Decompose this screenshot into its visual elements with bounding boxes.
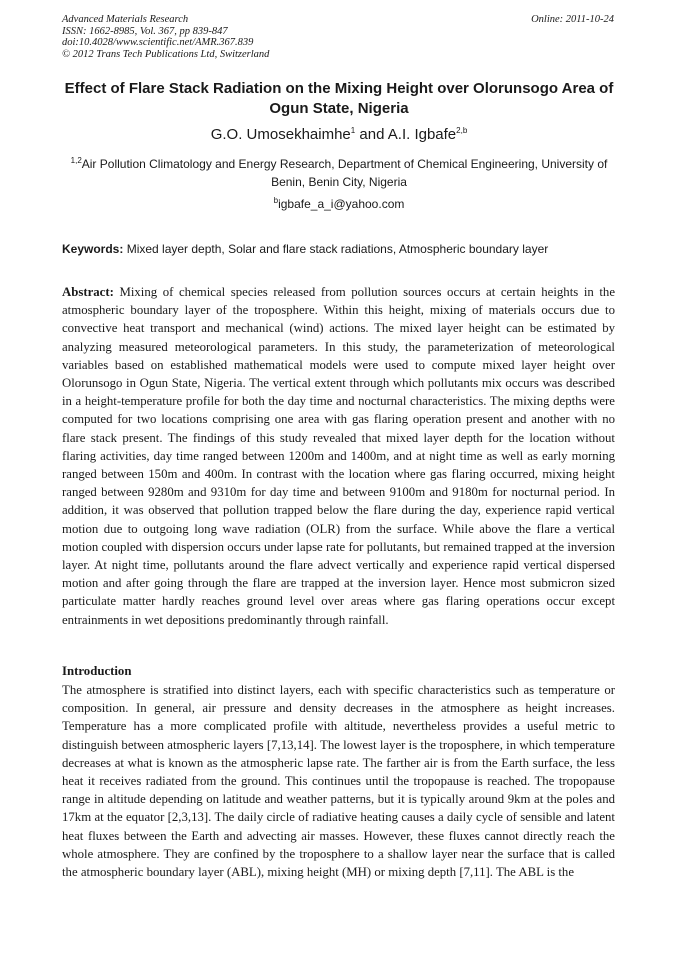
- email-line: [62, 196, 616, 212]
- affiliation-text: Air Pollution Climatology and Energy Research, Department of Chemical Engineering, University of Benin, Benin City, Nigeria: [81, 157, 608, 189]
- author-1-sup: 1: [350, 126, 356, 135]
- introduction-text: The atmosphere is stratified into distinct layers, each with specific characteristics such as temperature or composition. In general, air pressure and density decreases in the atmosphere as height increases. Temperature has a more complicated profile with altitude, nevertheless provides a useful metric to distinguish between atmospheric layers [7,13,14]. The lowest layer is the troposphere, in which temperature decreases at what is known as the atmospheric lapse rate. The farther air is from the Earth surface, the less heat it receives radiated from the ground. This continues until the tropopause is reached. The tropopause range in altitude depending on latitude and weather patterns, but it is typically around 9km at the poles and 17km at the equator [2,3,13]. The daily circle of radiative heating causes a daily cycle of sensible and latent heat fluxes between the Earth and advecting air masses. However, these fluxes cannot directly reach the whole atmosphere. They are confined by the troposphere to a shallow layer near the surface that is called the atmospheric boundary layer (ABL), mixing height (MH) or mixing depth [7,11]. The ABL is the: [62, 683, 615, 880]
- journal-header: [62, 14, 269, 60]
- abstract: [62, 283, 615, 629]
- author-2-sup: 2,b: [456, 126, 468, 135]
- keywords: [62, 241, 616, 257]
- journal-name: Advanced Materials Research: [62, 14, 189, 25]
- keywords-text: Mixed layer depth, Solar and flare stack radiations, Atmospheric boundary layer: [123, 242, 549, 256]
- paper-title: Effect of Flare Stack Radiation on the Mixing Height over Olorunsogo Area of Ogun State, Nigeria: [64, 80, 614, 117]
- author-2: A.I. Igbafe: [387, 126, 457, 143]
- doi-line[interactable]: doi:10.4028/www.scientific.net/AMR.367.839: [62, 37, 254, 49]
- author-1: G.O. Umosekhaimhe: [210, 126, 351, 143]
- author-email[interactable]: igbafe_a_i@yahoo.com: [278, 197, 405, 211]
- copyright-line: © 2012 Trans Tech Publications Ltd, Switzerland: [62, 48, 270, 60]
- keywords-label: Keywords:: [62, 242, 124, 256]
- abstract-label: Abstract:: [62, 285, 114, 299]
- affiliation-sup: 1,2: [70, 156, 82, 165]
- online-date: Online: 2011-10-24: [531, 14, 614, 25]
- introduction-heading: Introduction: [62, 664, 132, 678]
- affiliation: [62, 155, 616, 191]
- author-join: and: [355, 126, 388, 143]
- abstract-text: Mixing of chemical species released from pollution sources occurs at certain heights in the atmospheric boundary layer of the troposphere. Within this height, mixing of materials occurs due to convective heat transport and mechanical (wind) actions. The mixed layer height can be estimated by analyzing measured meteorological parameters. In this study, the parameterization of meteorological variables based on established mathematical models were used to compute mixed layer height over Olorunsogo in Ogun State, Nigeria. The vertical extent through which pollutants mix occurs was described in a height-temperature profile for both the day time and nocturnal characteristics. The mixing depths were computed for two locations comprising one area with gas flaring operation present and another with no flare stack present. The findings of this study revealed that mixed layer depth for the location without flaring activities, day time ranged between 1200m and 1400m, and at night time as well as early morning ranged between 150m and 400m. In contrast with the location where gas flaring occurred, mixing height ranged between 9280m and 9310m for day time and between 9100m and 9180m for nocturnal period. In addition, it was observed that pollution trapped below the flare during the day, experience rapid vertical motion due to outgoing long wave radiation (OLR) from the surface. While above the flare a vertical motion coupled with dispersion occurs under lapse rate for pollutants, but remained trapped at the inversion layer. At night time, pollutants around the flare advect vertically and experience rapid vertical dispersed motion and after going through the flare are trapped at the inversion layer. Hence most submicron sized particulate matter hardly reaches ground level over areas where gas flaring operations occur except entrainments in wet depositions predominantly through rainfall.: [62, 285, 615, 627]
- author-line: [62, 125, 616, 145]
- issn-line: ISSN: 1662-8985, Vol. 367, pp 839-847: [62, 25, 228, 37]
- email-sup: b: [273, 196, 279, 205]
